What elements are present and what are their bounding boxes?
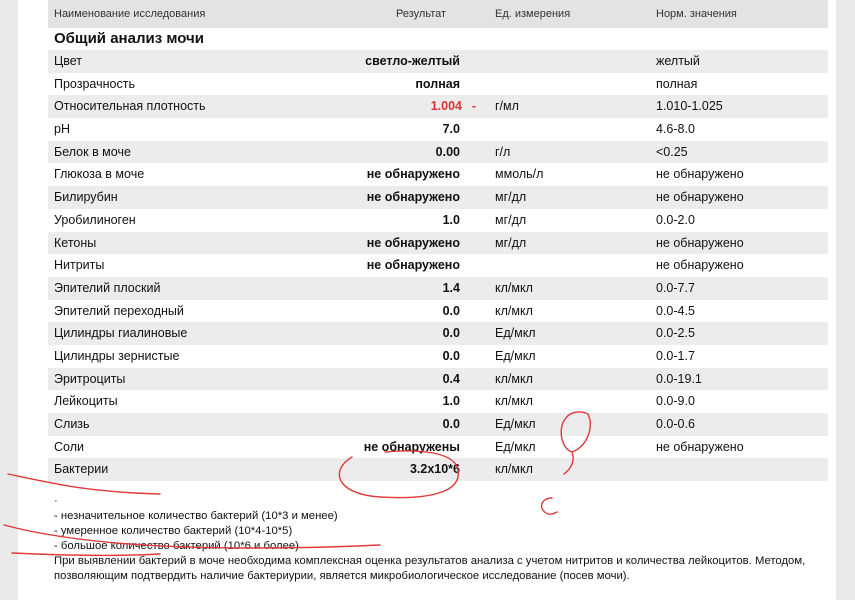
test-result: 1.0 <box>442 212 460 227</box>
test-name: Уробилиноген <box>54 212 136 227</box>
test-norm: желтый <box>656 54 700 68</box>
test-name: Эритроциты <box>54 371 126 386</box>
test-name: pH <box>54 122 70 137</box>
out-of-range-flag: - <box>471 99 476 114</box>
test-norm: полная <box>656 76 698 91</box>
test-unit: кл/мкл <box>495 462 533 477</box>
test-norm: не обнаружено <box>656 190 744 205</box>
test-norm: 0.0-19.1 <box>656 371 702 386</box>
test-unit: кл/мкл <box>495 371 533 386</box>
test-unit: Ед/мкл <box>495 417 536 431</box>
test-unit: г/л <box>495 144 511 159</box>
table-row <box>48 95 828 118</box>
test-result: не обнаружены <box>363 439 460 454</box>
test-unit: кл/мкл <box>495 303 533 318</box>
table-row <box>48 186 828 209</box>
test-name: Цвет <box>54 54 83 68</box>
test-name: Лейкоциты <box>54 394 118 409</box>
test-unit: Ед/мкл <box>495 439 536 454</box>
notes-paragraph: При выявлении бактерий в моче необходима комплексная оценка результатов анализа с учетом нитритов и количества лейкоцитов. Методом, позволяющим подтвердить наличие бактериурии, является микробиологическое исследование (посев мочи). <box>54 555 806 582</box>
test-norm: 0.0-2.0 <box>656 212 695 227</box>
test-unit: г/мл <box>495 99 519 114</box>
test-name: Слизь <box>54 417 90 431</box>
test-result: 0.4 <box>442 371 460 386</box>
header-unit: Ед. измерения <box>495 8 571 20</box>
header-result: Результат <box>396 8 447 20</box>
table-row <box>48 209 828 232</box>
test-result: 0.0 <box>442 417 460 431</box>
test-norm: не обнаружено <box>656 439 744 454</box>
table-row <box>48 254 828 277</box>
test-result: 3.2x10*6 <box>409 462 460 477</box>
test-norm: <0.25 <box>656 144 688 159</box>
test-name: Белок в моче <box>54 144 131 159</box>
test-unit: Ед/мкл <box>495 348 536 363</box>
test-result: не обнаружено <box>366 190 460 205</box>
results-table <box>48 0 828 481</box>
test-name: Эпителий плоский <box>54 280 161 295</box>
table-row <box>48 118 828 141</box>
table-row <box>48 458 828 481</box>
table-row <box>48 73 828 96</box>
test-result: 1.004 <box>430 99 462 114</box>
test-norm: не обнаружено <box>656 258 744 273</box>
bacteria-notes <box>54 494 824 584</box>
report-sheet <box>18 0 836 600</box>
test-unit: кл/мкл <box>495 280 533 295</box>
test-result: не обнаружено <box>366 167 460 182</box>
test-norm: 1.010-1.025 <box>656 99 723 114</box>
test-result: 0.0 <box>442 326 460 341</box>
test-result: не обнаружено <box>366 258 460 273</box>
test-norm: 0.0-2.5 <box>656 326 695 341</box>
test-name: Глюкоза в моче <box>54 167 145 182</box>
test-result: 0.0 <box>442 303 460 318</box>
test-result: полная <box>415 76 460 91</box>
test-name: Цилиндры зернистые <box>54 348 180 363</box>
table-row <box>48 368 828 391</box>
test-name: Эпителий переходный <box>54 303 184 318</box>
test-norm: 0.0-0.6 <box>656 417 695 431</box>
test-norm: 0.0-9.0 <box>656 394 695 409</box>
table-row <box>48 300 828 323</box>
test-norm: 0.0-1.7 <box>656 348 695 363</box>
table-row <box>48 390 828 413</box>
test-result: 0.00 <box>435 144 460 159</box>
test-unit: кл/мкл <box>495 394 533 409</box>
table-row <box>48 141 828 164</box>
test-norm: 0.0-4.5 <box>656 303 695 318</box>
table-row <box>48 163 828 186</box>
test-result: 7.0 <box>442 122 460 137</box>
test-norm: 4.6-8.0 <box>656 122 695 137</box>
test-result: светло-желтый <box>365 54 460 68</box>
test-unit: мг/дл <box>495 235 527 250</box>
notes-dot: · <box>54 495 58 507</box>
table-row <box>48 345 828 368</box>
test-name: Цилиндры гиалиновые <box>54 326 188 341</box>
test-result: 1.4 <box>442 280 460 295</box>
table-row <box>48 413 828 436</box>
test-result: 1.0 <box>442 394 460 409</box>
test-unit: Ед/мкл <box>495 326 536 341</box>
notes-line-2: - умеренное количество бактерий (10*4-10*5) <box>54 525 293 537</box>
test-result: 0.0 <box>442 348 460 363</box>
table-header <box>48 0 828 28</box>
table-row <box>48 232 828 255</box>
test-norm: 0.0-7.7 <box>656 280 695 295</box>
test-norm: не обнаружено <box>656 235 744 250</box>
table-body <box>48 50 828 481</box>
header-name: Наименование исследования <box>54 8 206 20</box>
section-title: Общий анализ мочи <box>54 30 204 47</box>
test-name: Относительная плотность <box>54 99 206 114</box>
test-unit: ммоль/л <box>495 167 544 182</box>
table-row <box>48 322 828 345</box>
table-row <box>48 50 828 73</box>
table-row <box>48 277 828 300</box>
test-name: Нитриты <box>54 258 105 273</box>
table-row <box>48 436 828 459</box>
notes-line-3: - большое количество бактерий (10*6 и более) <box>54 540 299 552</box>
test-name: Кетоны <box>54 235 97 250</box>
notes-line-1: - незначительное количество бактерий (10*3 и менее) <box>54 510 338 522</box>
test-name: Прозрачность <box>54 76 135 91</box>
test-name: Билирубин <box>54 190 118 205</box>
test-unit: мг/дл <box>495 190 527 205</box>
test-result: не обнаружено <box>366 235 460 250</box>
test-unit: мг/дл <box>495 212 527 227</box>
test-name: Бактерии <box>54 462 109 477</box>
test-norm: не обнаружено <box>656 167 744 182</box>
test-name: Соли <box>54 439 84 454</box>
header-norm: Норм. значения <box>656 8 737 20</box>
